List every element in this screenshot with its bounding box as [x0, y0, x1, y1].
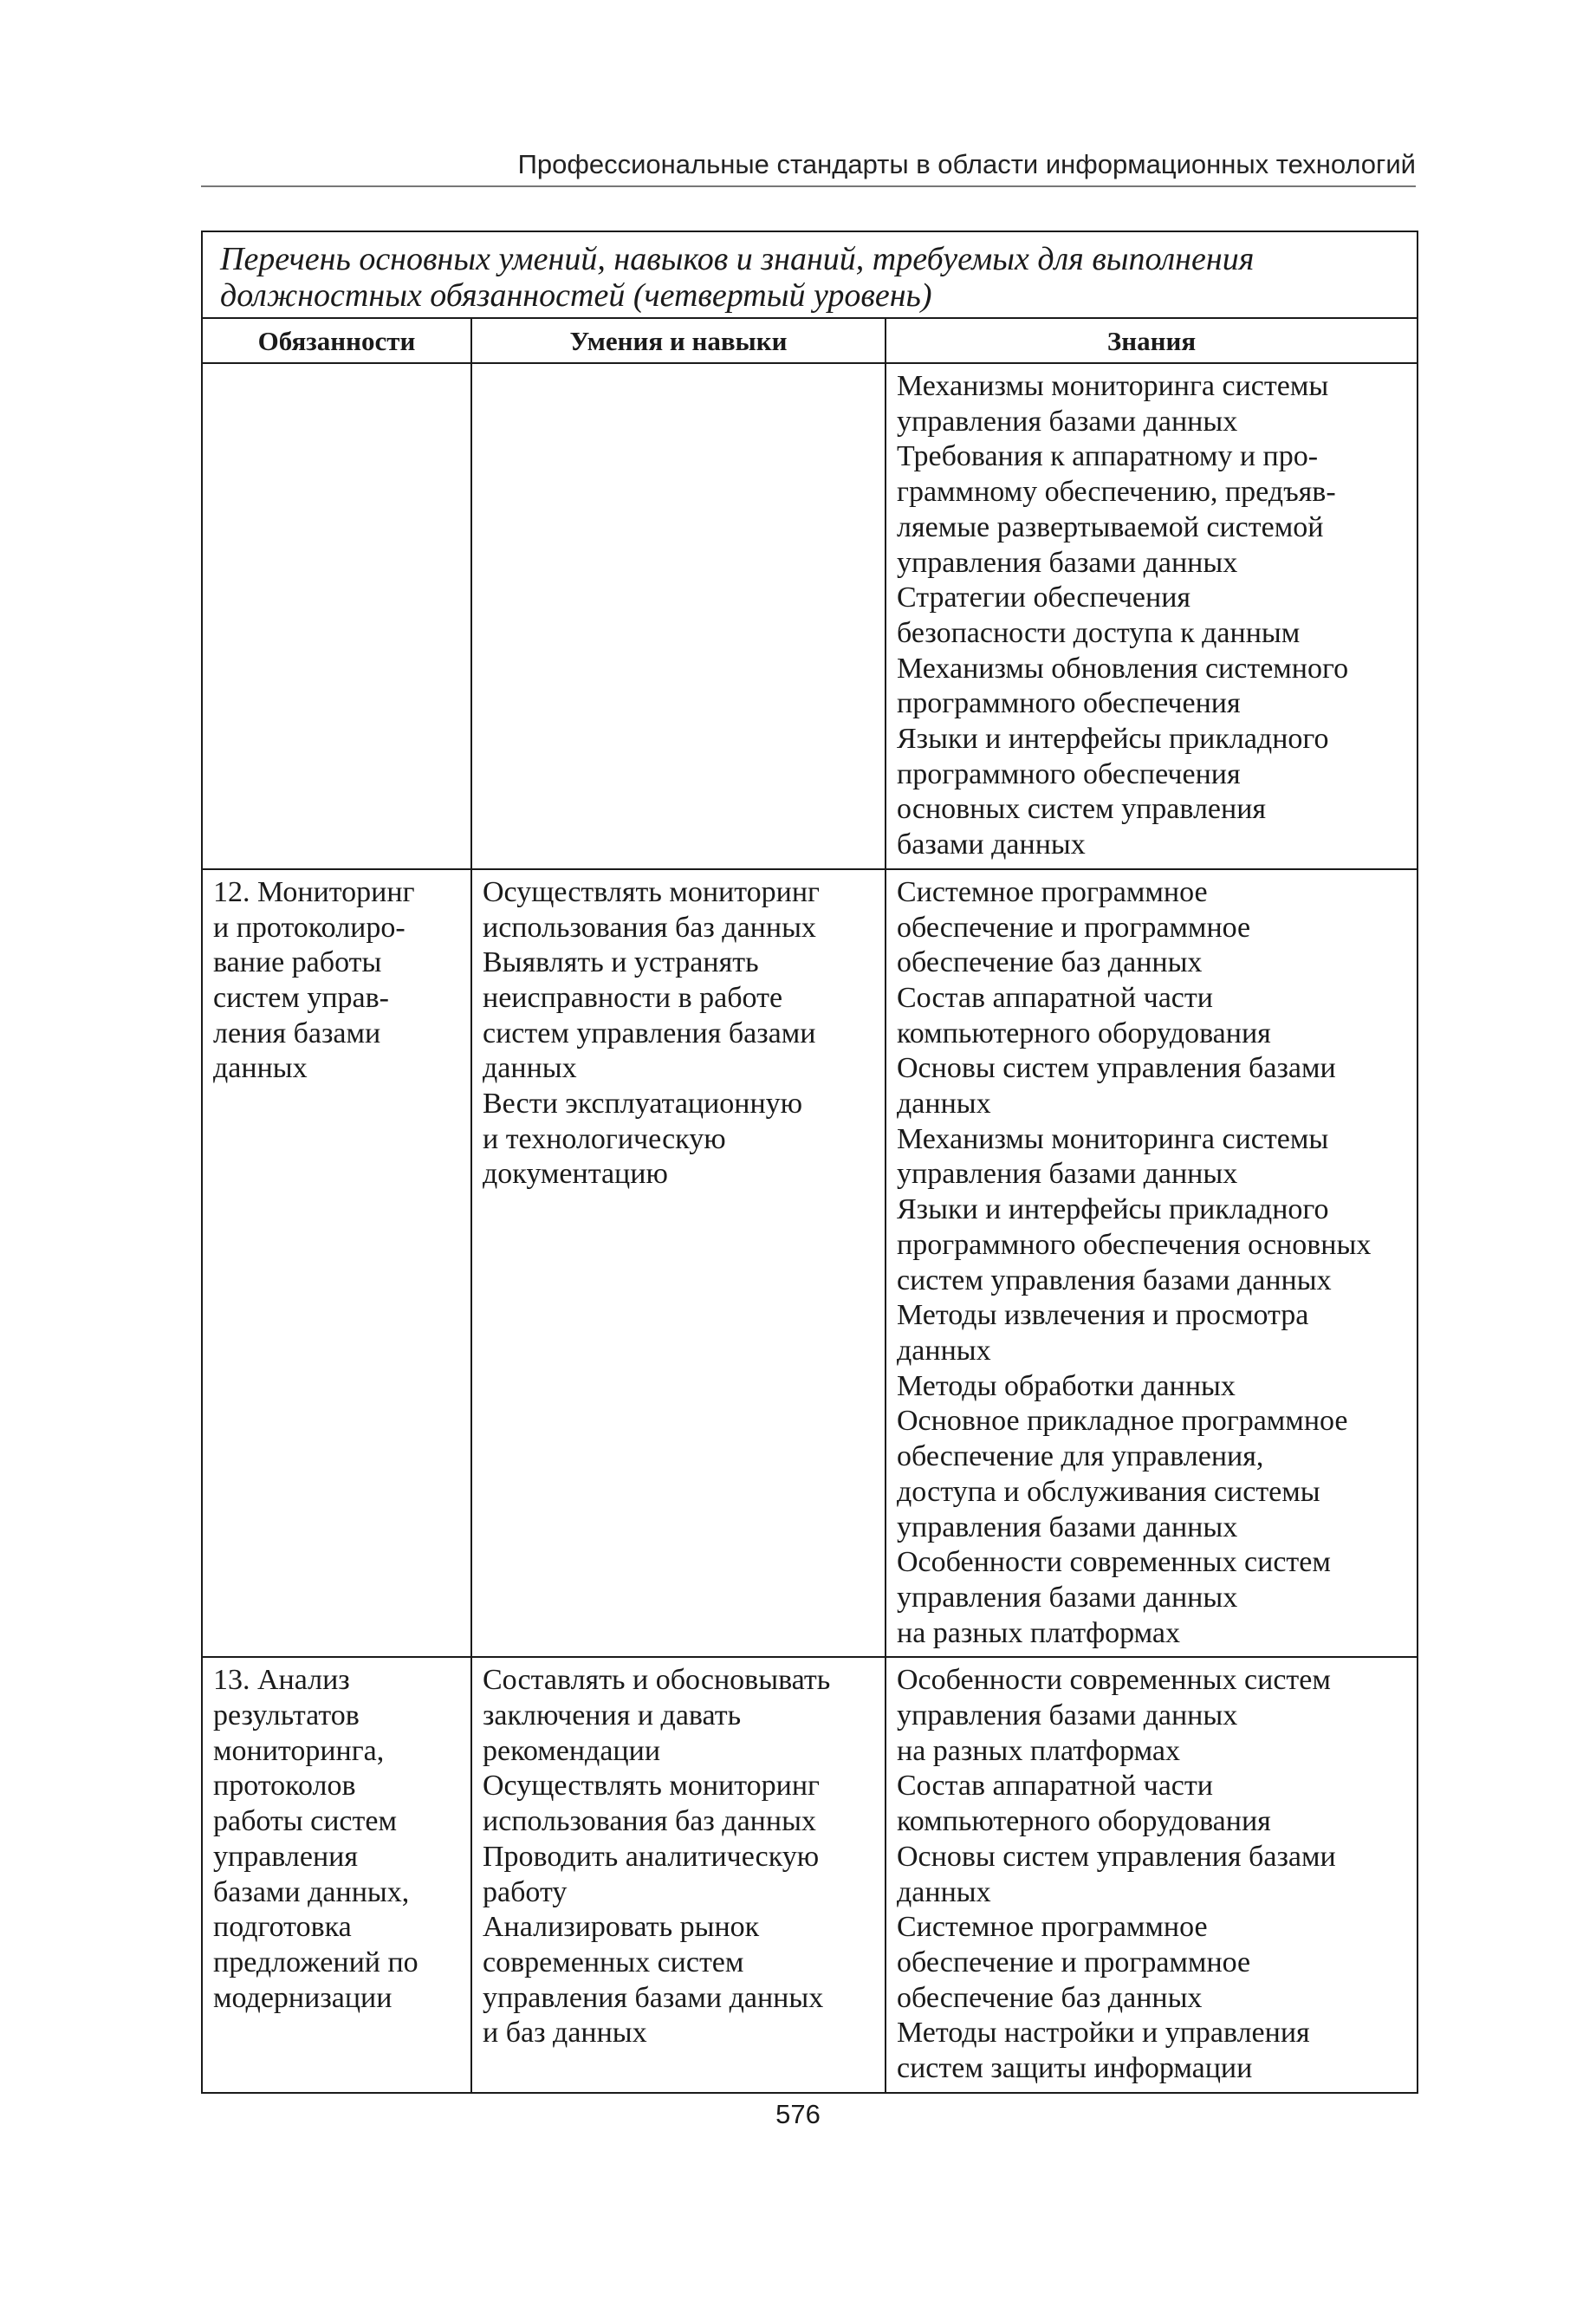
cell-line: Основное прикладное программное — [897, 1405, 1348, 1438]
cell-line: мониторинга, — [213, 1734, 385, 1767]
cell-line: Требования к аппаратному и про- — [897, 440, 1319, 473]
cell-line: Методы настройки и управления — [897, 2017, 1310, 2050]
cell-line: Языки и интерфейсы прикладного — [897, 723, 1329, 756]
header-divider — [201, 185, 1416, 187]
cell-line: обеспечение для управления, — [897, 1440, 1264, 1473]
cell-line: управления — [213, 1840, 358, 1873]
cell-line: Стратегии обеспечения — [897, 581, 1191, 614]
cell-line: работу — [483, 1875, 568, 1908]
cell-line: безопасности доступа к данным — [897, 616, 1301, 649]
cell-line: Основы систем управления базами — [897, 1052, 1336, 1085]
skills-table — [201, 231, 1418, 2094]
column-header-knowledge: Знания — [886, 318, 1418, 363]
table-row — [202, 869, 1418, 1657]
cell-line: доступа и обслуживания системы — [897, 1475, 1320, 1508]
cell-line: использования баз данных — [483, 911, 816, 944]
cell-line: Состав аппаратной части — [897, 981, 1213, 1014]
cell-line: протоколов — [213, 1770, 356, 1803]
cell-line: Осуществлять мониторинг — [483, 875, 820, 908]
cell-line: Особенности современных систем — [897, 1664, 1331, 1697]
cell-line: систем защиты информации — [897, 2052, 1253, 2085]
cell-line: обеспечение и программное — [897, 911, 1251, 944]
duty-cell — [202, 363, 471, 869]
skills-cell — [471, 1657, 886, 2092]
cell-line: обеспечение баз данных — [897, 1981, 1203, 2014]
cell-line: программного обеспечения основных — [897, 1228, 1372, 1261]
knowledge-cell — [886, 1657, 1418, 2092]
cell-line: заключения и давать — [483, 1699, 742, 1732]
cell-line: ляемые развертываемой системой — [897, 510, 1324, 543]
cell-line: Выявлять и устранять — [483, 946, 759, 979]
cell-line: использования баз данных — [483, 1805, 816, 1838]
page-number: 576 — [775, 2099, 821, 2129]
table-caption — [202, 231, 1418, 318]
cell-line: подготовка — [213, 1911, 352, 1944]
cell-line: базами данных, — [213, 1875, 410, 1908]
cell-line: результатов — [213, 1699, 360, 1732]
cell-line: данных — [897, 1088, 991, 1121]
cell-line: Вести эксплуатационную — [483, 1088, 803, 1121]
cell-line: систем управления базами — [483, 1017, 816, 1049]
duty-cell — [202, 869, 471, 1657]
caption-line: Перечень основных умений, навыков и знаний, требуемых для выполнения — [220, 241, 1255, 277]
knowledge-cell — [886, 363, 1418, 869]
cell-line: Механизмы мониторинга системы — [897, 370, 1329, 402]
cell-line: граммному обеспечению, предъяв- — [897, 476, 1336, 509]
cell-line: на разных платформах — [897, 1734, 1180, 1767]
cell-line: работы систем — [213, 1805, 397, 1838]
cell-line: Особенности современных систем — [897, 1546, 1331, 1579]
cell-line: и баз данных — [483, 2017, 647, 2050]
cell-line: обеспечение и программное — [897, 1946, 1251, 1978]
cell-line: и протоколиро- — [213, 911, 405, 944]
skills-cell — [471, 869, 886, 1657]
cell-line: данных — [213, 1052, 308, 1085]
cell-line: данных — [897, 1875, 991, 1908]
cell-line: на разных платформах — [897, 1616, 1180, 1649]
cell-line: Состав аппаратной части — [897, 1770, 1213, 1803]
cell-line: управления базами данных — [897, 546, 1238, 579]
cell-line: управления базами данных — [897, 1158, 1238, 1191]
cell-line: управления базами данных — [483, 1981, 824, 2014]
skills-cell — [471, 363, 886, 869]
cell-line: неисправности в работе — [483, 981, 783, 1014]
cell-line: систем управ- — [213, 981, 390, 1014]
cell-line: современных систем — [483, 1946, 744, 1978]
cell-line: компьютерного оборудования — [897, 1017, 1271, 1049]
knowledge-cell — [886, 869, 1418, 1657]
table-row — [202, 363, 1418, 869]
caption-line: должностных обязанностей (четвертый уровень) — [220, 277, 932, 314]
cell-line: документацию — [483, 1158, 668, 1191]
cell-line: Языки и интерфейсы прикладного — [897, 1193, 1329, 1226]
column-header-skills: Умения и навыки — [471, 318, 886, 363]
cell-line: программного обеспечения — [897, 687, 1241, 720]
cell-line: компьютерного оборудования — [897, 1805, 1271, 1838]
cell-line: 13. Анализ — [213, 1664, 350, 1697]
cell-line: Механизмы мониторинга системы — [897, 1122, 1329, 1155]
cell-line: основных систем управления — [897, 793, 1267, 826]
cell-line: систем управления базами данных — [897, 1264, 1332, 1296]
cell-line: управления базами данных — [897, 1581, 1238, 1614]
cell-line: модернизации — [213, 1981, 393, 2014]
running-head: Профессиональные стандарты в области информационных технологий — [517, 149, 1416, 179]
cell-line: базами данных — [897, 828, 1086, 861]
cell-line: данных — [897, 1334, 991, 1367]
cell-line: Проводить аналитическую — [483, 1840, 820, 1873]
cell-line: и технологическую — [483, 1122, 726, 1155]
cell-line: Осуществлять мониторинг — [483, 1770, 820, 1803]
cell-line: Системное программное — [897, 1911, 1208, 1944]
caption-row — [202, 231, 1418, 318]
cell-line: Методы извлечения и просмотра — [897, 1299, 1309, 1332]
cell-line: программного обеспечения — [897, 757, 1241, 790]
cell-line: Системное программное — [897, 875, 1208, 908]
cell-line: Анализировать рынок — [483, 1911, 760, 1944]
cell-line: управления базами данных — [897, 1699, 1238, 1732]
cell-line: Составлять и обосновывать — [483, 1664, 831, 1697]
table-row — [202, 1657, 1418, 2092]
duty-cell — [202, 1657, 471, 2092]
cell-line: Методы обработки данных — [897, 1369, 1236, 1402]
header-row — [202, 318, 1418, 363]
cell-line: Основы систем управления базами — [897, 1840, 1336, 1873]
cell-line: ления базами — [213, 1017, 381, 1049]
cell-line: рекомендации — [483, 1734, 661, 1767]
cell-line: 12. Мониторинг — [213, 875, 415, 908]
cell-line: вание работы — [213, 946, 382, 979]
cell-line: предложений по — [213, 1946, 418, 1978]
cell-line: Механизмы обновления системного — [897, 652, 1349, 685]
cell-line: управления базами данных — [897, 405, 1238, 438]
column-header-duties: Обязанности — [202, 318, 471, 363]
cell-line: управления базами данных — [897, 1511, 1238, 1543]
cell-line: данных — [483, 1052, 577, 1085]
cell-line: обеспечение баз данных — [897, 946, 1203, 979]
